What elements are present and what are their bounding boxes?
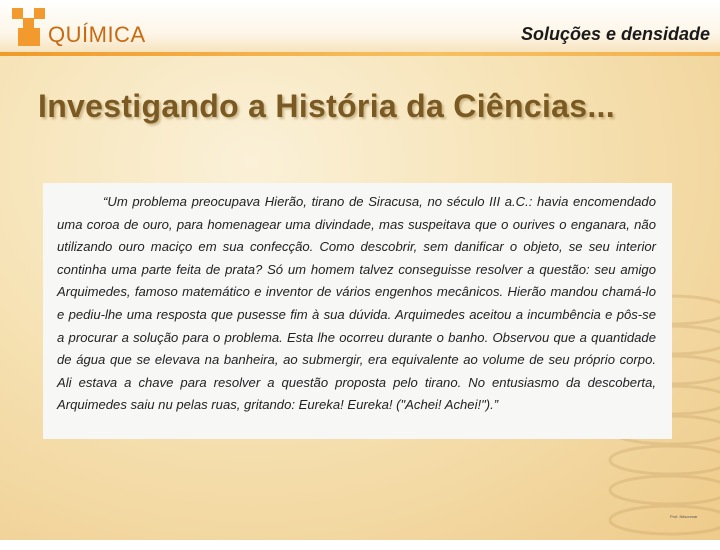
quote-text: “Um problema preocupava Hierão, tirano de Siracusa, no século III a.C.: havia encomendado uma coroa de ouro, para homenagear uma divindade, mas suspeitava que o ourives o enganara, não utilizando ouro maciço em sua confecção. Como descobrir, sem danificar o objeto, se seu interior continha uma parte feita de prata? Só um homem talvez conseguisse resolver a questão: seu amigo Arquimedes, famoso matemático e inventor de vários engenhos mecânicos. Hierão mandou chamá-lo e pediu-lhe uma resposta que pusesse fim à sua dúvida. Arquimedes aceitou a incumbência e pôs-se a procurar a solução para o problema. Esta lhe ocorreu durante o banho. Observou que a quantidade de água que se elevava na banheira, ao submergir, era equivalente ao volume de seu próprio corpo. Ali estava a chave para resolver a questão proposta pelo tirano. No entusiasmo da descoberta, Arquimedes saiu nu pelas ruas, gritando: Eureka! Eureka! ("Achei! Achei!").” [57,194,656,413]
topic-label: Soluções e densidade [520,24,710,44]
quote-box [43,183,672,439]
slide-title: Investigando a História da Ciências... [38,88,615,124]
header-divider [0,52,720,56]
logo-icon [12,8,46,46]
subject-label: QUÍMICA [48,22,146,47]
author-credit: Prof. Nilsonmar [670,514,698,519]
